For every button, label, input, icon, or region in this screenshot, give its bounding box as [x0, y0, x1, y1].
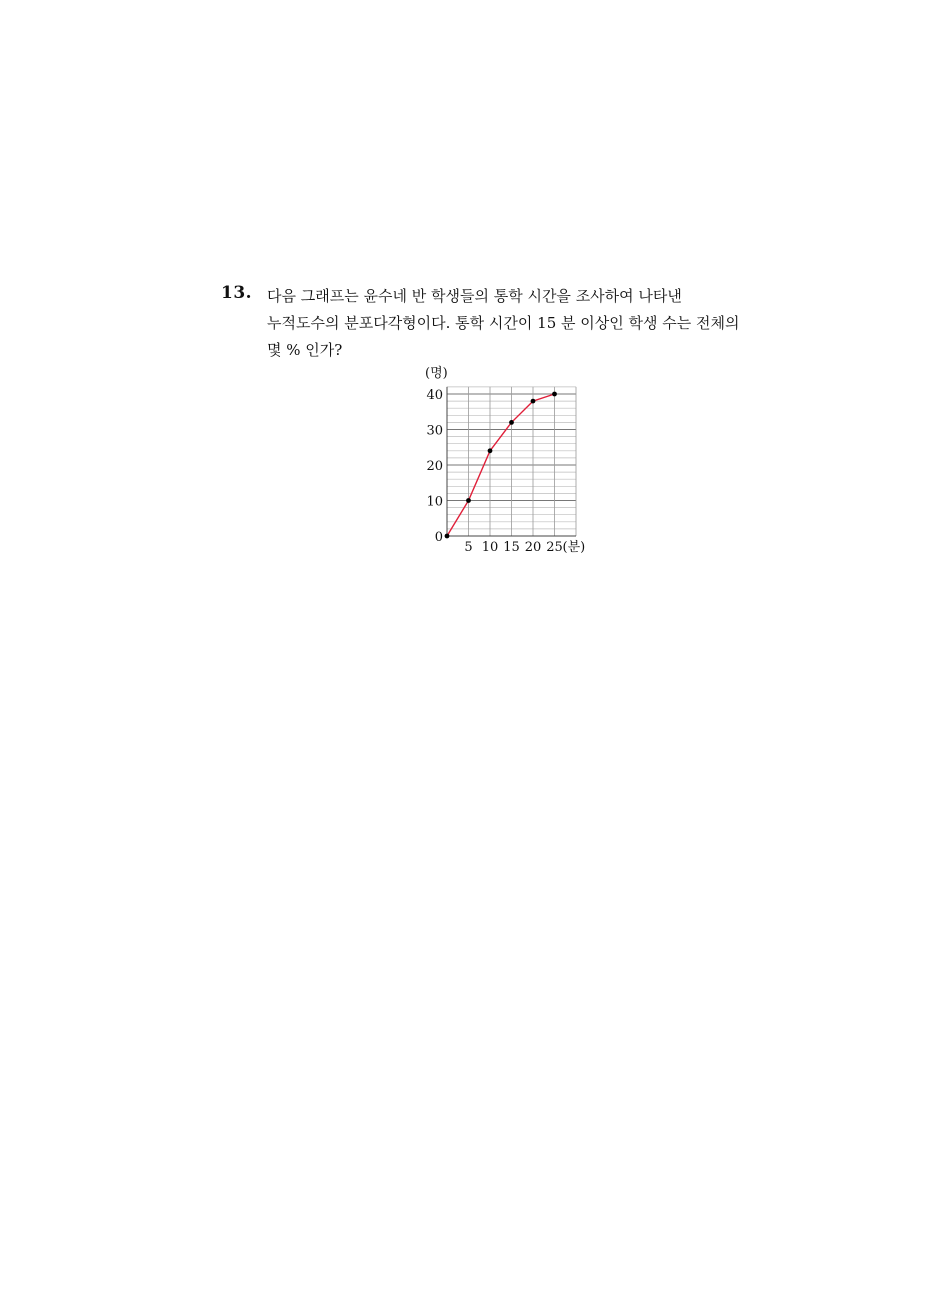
x-tick-label: 25 [546, 540, 563, 555]
x-axis-label: (분) [562, 540, 586, 555]
y-axis-label: (명) [425, 365, 448, 381]
y-tick-label: 30 [426, 423, 443, 439]
data-point [445, 534, 450, 539]
x-tick-label: 10 [481, 540, 499, 555]
problem-text-line-2: 누적도수의 분포다각형이다. 통학 시간이 15 분 이상인 학생 수는 전체의 [267, 314, 740, 332]
chart-svg [415, 365, 615, 560]
data-point [509, 420, 514, 425]
y-tick-label: 10 [426, 494, 443, 510]
x-tick-label: 15 [503, 540, 520, 555]
problem-text [267, 283, 787, 364]
x-tick-label: 20 [524, 540, 542, 555]
data-point [488, 448, 493, 453]
y-tick-label: 0 [434, 530, 443, 545]
y-tick-label: 40 [426, 388, 443, 403]
cumulative-frequency-chart [415, 365, 615, 560]
problem-text-line-1: 다음 그래프는 윤수네 반 학생들의 통학 시간을 조사하여 나타낸 [267, 287, 682, 305]
problem-number: 13. [221, 283, 253, 303]
data-point [552, 392, 557, 397]
y-tick-label: 20 [426, 459, 443, 474]
data-point [466, 498, 471, 503]
x-tick-label: 5 [464, 540, 473, 555]
problem-text-line-3: 몇 % 인가? [267, 341, 343, 359]
data-point [531, 399, 536, 404]
